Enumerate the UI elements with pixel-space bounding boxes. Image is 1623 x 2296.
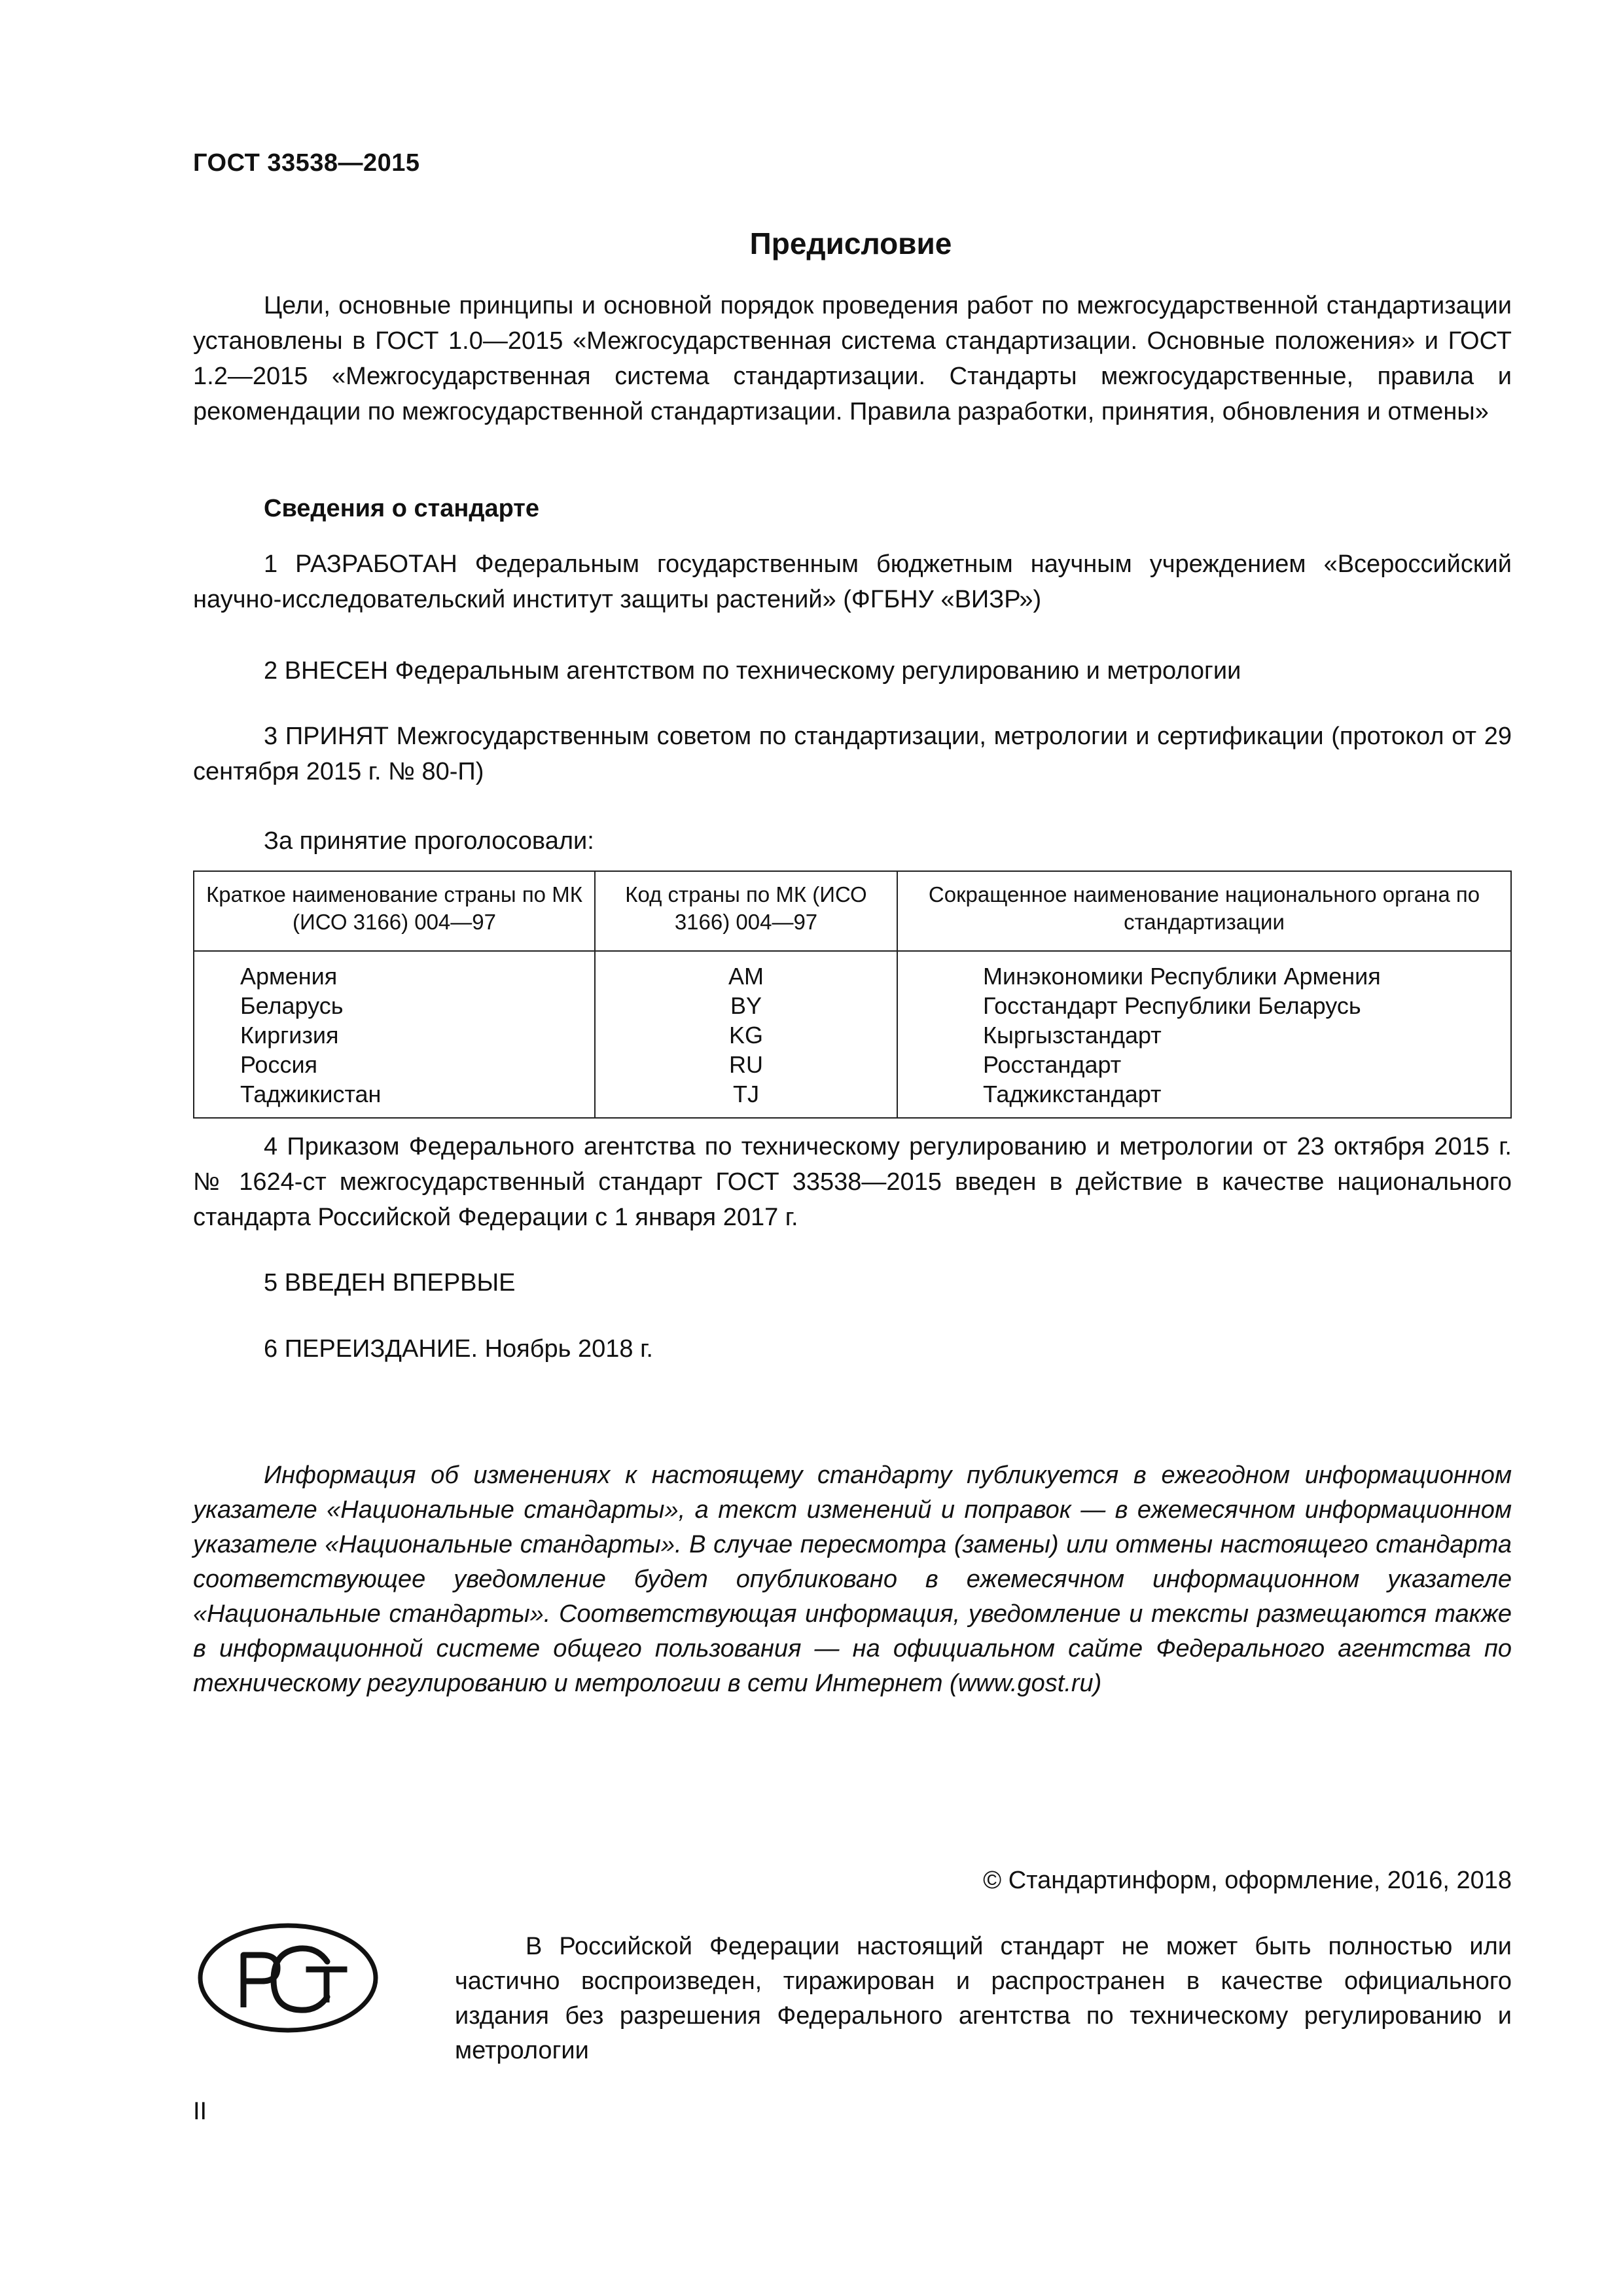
country-code: BY <box>595 991 897 1020</box>
table-row <box>194 951 1511 991</box>
country-name: Армения <box>194 951 595 991</box>
table-header-row <box>194 871 1511 951</box>
rst-certification-mark-icon <box>196 1921 380 2036</box>
voting-table <box>193 870 1512 1119</box>
standards-body: Кыргызстандарт <box>897 1020 1511 1050</box>
country-name: Беларусь <box>194 991 595 1020</box>
rights-notice: В Российской Федерации настоящий стандарт не может быть полностью или частично воспроизведен, тиражирован и распространен в качестве официального издания без разрешения Федерального агентства по техническому регулированию и метрологии <box>455 1933 1512 2064</box>
item-1-developed: 1 РАЗРАБОТАН Федеральным государственным бюджетным научным учреждением «Всероссийский научно-исследовательский институт защиты растений» (ФГБНУ «ВИЗР») <box>193 550 1512 613</box>
table-row <box>194 1079 1511 1118</box>
copyright-line: © Стандартинформ, оформление, 2016, 2018 <box>983 1867 1512 1894</box>
country-code: RU <box>595 1050 897 1079</box>
document-code: ГОСТ 33538—2015 <box>193 149 420 177</box>
country-name: Таджикистан <box>194 1079 595 1118</box>
voted-label: За принятие проголосовали: <box>264 827 594 855</box>
page-number: II <box>193 2098 207 2125</box>
standards-body: Таджикстандарт <box>897 1079 1511 1118</box>
table-row <box>194 991 1511 1020</box>
item-5-introduced: 5 ВВЕДЕН ВПЕРВЫЕ <box>264 1269 516 1297</box>
country-code: KG <box>595 1020 897 1050</box>
table-header-body: Сокращенное наименование национального органа по стандартизации <box>897 871 1511 951</box>
table-row <box>194 1020 1511 1050</box>
country-code: TJ <box>595 1079 897 1118</box>
page-title: Предисловие <box>749 226 952 260</box>
item-2-submitted: 2 ВНЕСЕН Федеральным агентством по техническому регулированию и метрологии <box>264 657 1241 685</box>
item-3-adopted: 3 ПРИНЯТ Межгосударственным советом по стандартизации, метрологии и сертификации (протокол от 29 сентября 2015 г. № 80-П) <box>193 723 1512 785</box>
table-row <box>194 1050 1511 1079</box>
item-6-reissue: 6 ПЕРЕИЗДАНИЕ. Ноябрь 2018 г. <box>264 1335 653 1363</box>
standards-body: Госстандарт Республики Беларусь <box>897 991 1511 1020</box>
table-header-code: Код страны по МК (ИСО 3166) 004—97 <box>595 871 897 951</box>
intro-paragraph: Цели, основные принципы и основной порядок проведения работ по межгосударственной стандартизации установлены в ГОСТ 1.0—2015 «Межгосударственная система стандартизации. Основные положения» и ГОСТ 1.2—2015 «Межгосударственная система стандартизации. Стандарты межгосударственные, правила и рекомендации по межгосударственной стандартизации. Правила разработки, принятия, обновления и отмены» <box>193 292 1512 425</box>
item-4-order: 4 Приказом Федерального агентства по техническому регулированию и метрологии от 23 октября 2015 г. № 1624-ст межгосударственный стандарт ГОСТ 33538—2015 введен в действие в качестве национального стандарта Российской Федерации с 1 января 2017 г. <box>193 1133 1512 1231</box>
country-name: Россия <box>194 1050 595 1079</box>
country-code: AM <box>595 951 897 991</box>
info-heading: Сведения о стандарте <box>264 495 540 522</box>
country-name: Киргизия <box>194 1020 595 1050</box>
standards-body: Росстандарт <box>897 1050 1511 1079</box>
table-header-country: Краткое наименование страны по МК (ИСО 3166) 004—97 <box>194 871 595 951</box>
amendments-notice: Информация об изменениях к настоящему стандарту публикуется в ежегодном информационном указателе «Национальные стандарты», а текст изменений и поправок — в ежемесячном информационном указателе «Национальные стандарты». В случае пересмотра (замены) или отмены настоящего стандарта соответствующее уведомление будет опубликовано в ежемесячном информационном указателе «Национальные стандарты». Соответствующая информация, уведомление и тексты размещаются также в информационной системе общего пользования — на официальном сайте Федерального агентства по техническому регулированию и метрологии в сети Интернет (www.gost.ru) <box>193 1462 1512 1697</box>
standards-body: Минэкономики Республики Армения <box>897 951 1511 991</box>
